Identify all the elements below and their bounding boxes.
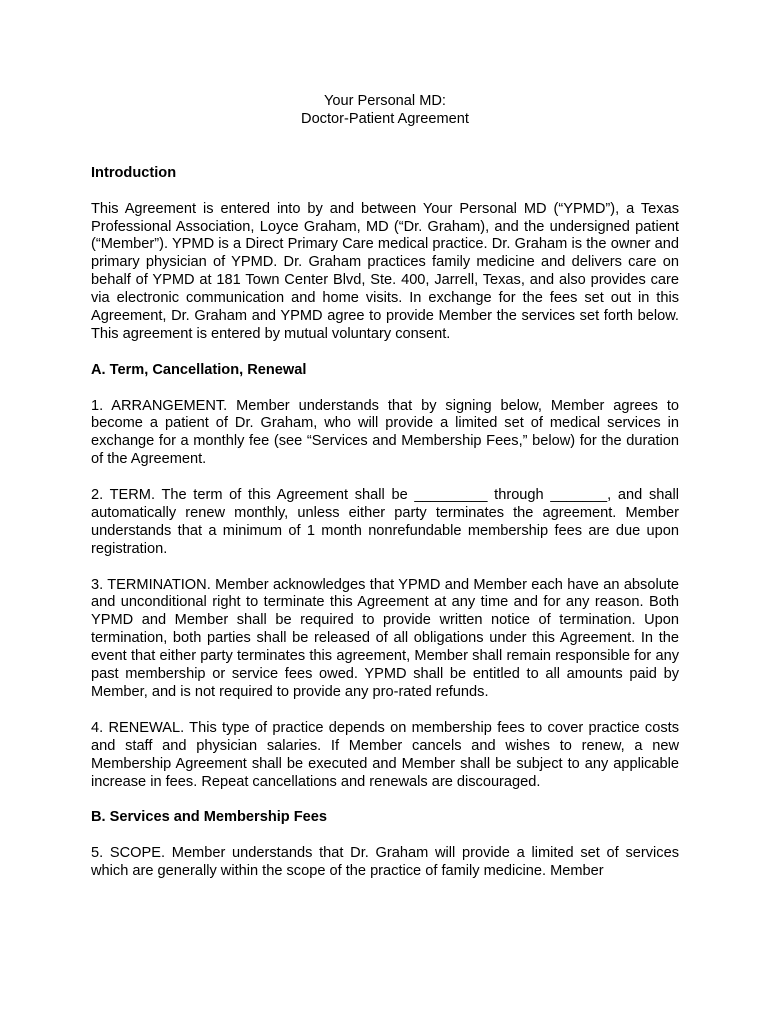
termination-paragraph: 3. TERMINATION. Member acknowledges that YPMD and Member each have an absolute and unconditional right to terminate this Agreement at any time and for any reason. Both YPMD and Member shall be required to provide written notice of termination. Upon termination, both parties shall be released of all obligations under this Agreement. In the event that either party terminates this agreement, Member shall remain responsible for any past membership or service fees owed. YPMD shall be entitled to all amounts paid by Member, and is not required to provide any pro-rated refunds. <box>91 576 679 701</box>
scope-paragraph: 5. SCOPE. Member understands that Dr. Graham will provide a limited set of services which are generally within the scope of the practice of family medicine. Member <box>91 845 679 880</box>
title-line-1: Your Personal MD: <box>324 93 446 109</box>
title-line-2: Doctor-Patient Agreement <box>301 110 469 127</box>
introduction-paragraph: This Agreement is entered into by and between Your Personal MD (“YPMD”), a Texas Professional Association, Loyce Graham, MD (“Dr. Graham), and the undersigned patient (“Member”). YPMD is a Direct Primary Care medical practice. Dr. Graham is the owner and primary physician of YPMD. Dr. Graham practices family medicine and delivers care on behalf of YPMD at 181 Town Center Blvd, Ste. 400, Jarrell, Texas, and also provides care via electronic communication and home visits. In exchange for the fees set out in this Agreement, Dr. Graham and YPMD agree to provide Member the services set forth below. This agreement is entered by mutual voluntary consent. <box>91 200 679 342</box>
introduction-heading: Introduction <box>91 164 177 181</box>
arrangement-paragraph: 1. ARRANGEMENT. Member understands that by signing below, Member agrees to become a patient of Dr. Graham, who will provide a limited set of medical services in exchange for a monthly fee (see “Services and Membership Fees,” below) for the duration of the Agreement. <box>91 397 679 468</box>
section-a-heading: A. Term, Cancellation, Renewal <box>91 361 307 378</box>
document-page <box>91 93 679 881</box>
term-paragraph: 2. TERM. The term of this Agreement shall be _________ through _______, and shall automatically renew monthly, unless either party terminates the agreement. Member understands that a minimum of 1 month nonrefundable membership fees are due upon registration. <box>91 487 679 557</box>
section-b-heading: B. Services and Membership Fees <box>91 809 328 826</box>
document-title <box>91 93 679 129</box>
renewal-paragraph: 4. RENEWAL. This type of practice depends on membership fees to cover practice costs and staff and physician salaries. If Member cancels and wishes to renew, a new Membership Agreement shall be executed and Member shall be subject to any applicable increase in fees. Repeat cancellations and renewals are discouraged. <box>91 719 679 790</box>
